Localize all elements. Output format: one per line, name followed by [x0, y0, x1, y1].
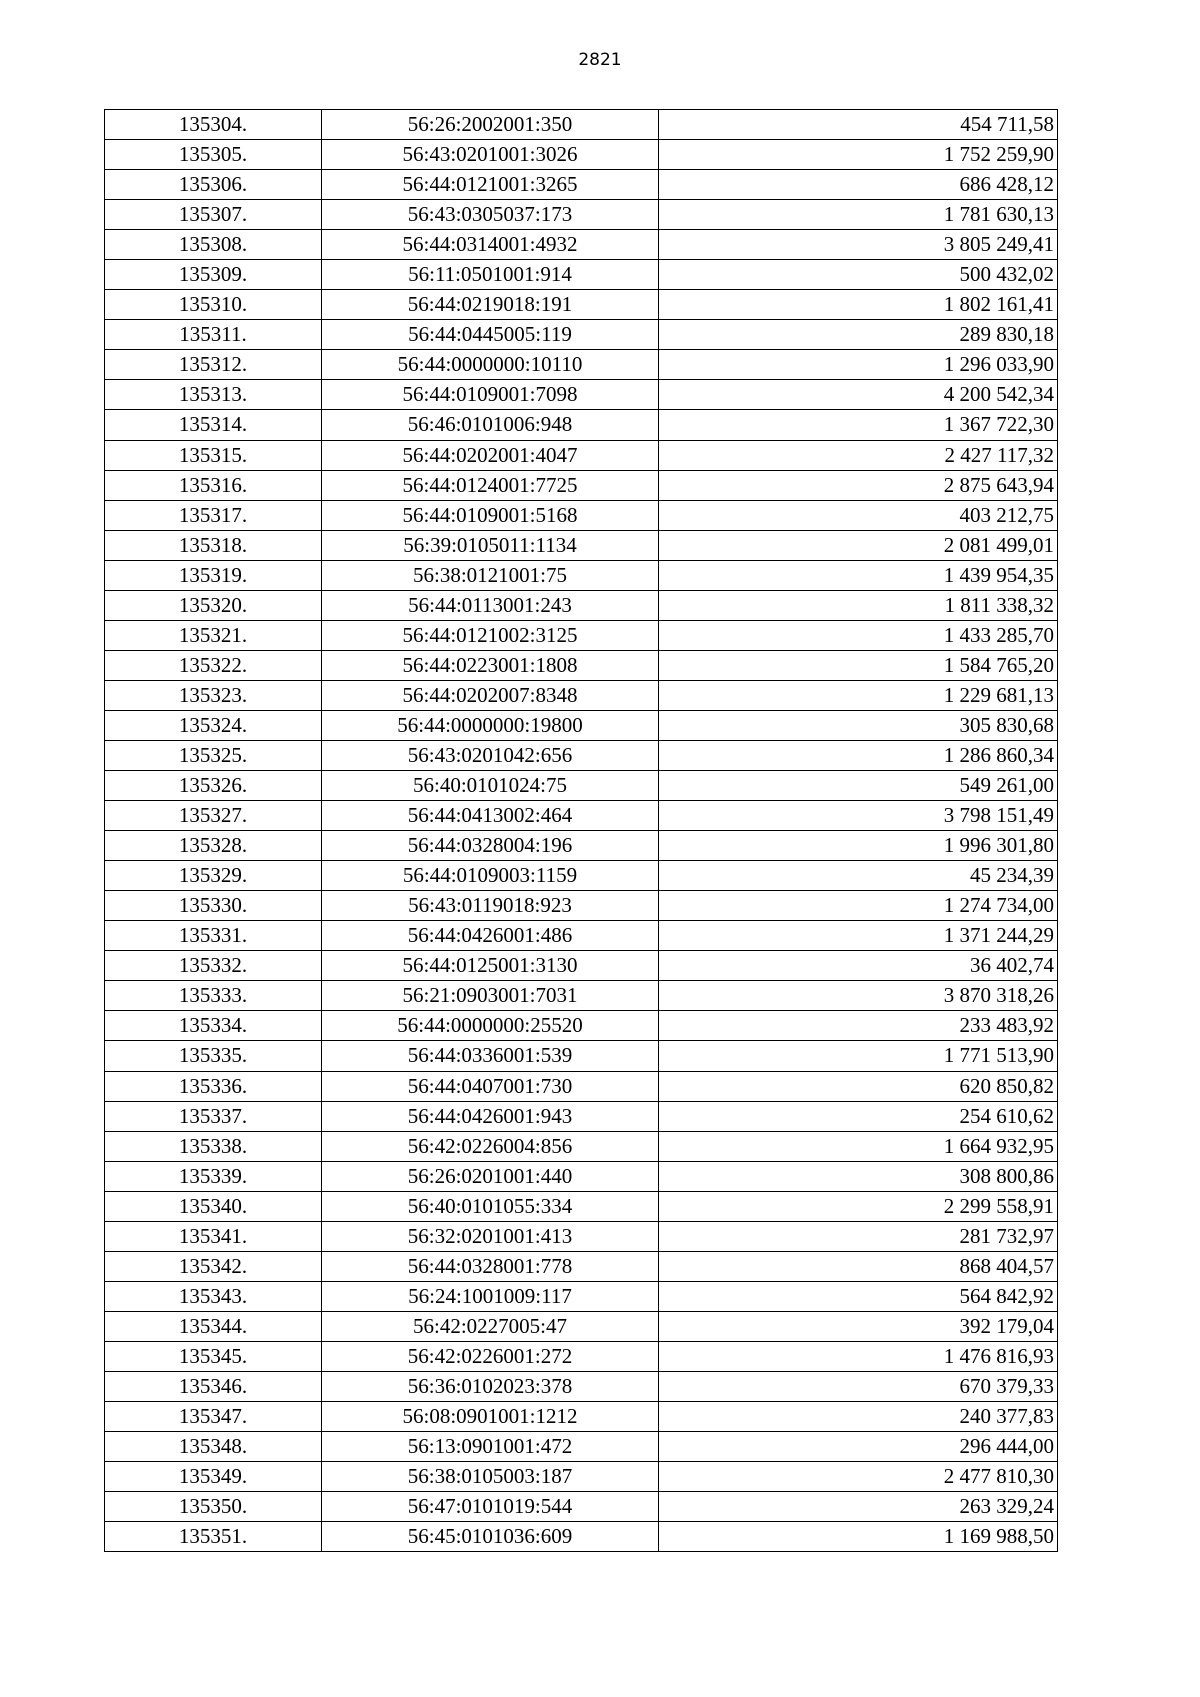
cadastral-number-cell: 56:26:0201001:440: [322, 1161, 659, 1191]
table-row: [105, 230, 1058, 260]
cadastral-number-cell: 56:44:0113001:243: [322, 590, 659, 620]
cadastral-number-cell: 56:44:0223001:1808: [322, 650, 659, 680]
cadastral-number-cell: 56:44:0109001:7098: [322, 380, 659, 410]
table-row: [105, 410, 1058, 440]
cadastral-number-cell: 56:24:1001009:117: [322, 1281, 659, 1311]
cadastral-value-cell: 1 476 816,93: [659, 1341, 1058, 1371]
cadastral-value-table: [104, 109, 1058, 1552]
cadastral-value-cell: 454 711,58: [659, 110, 1058, 140]
cadastral-value-cell: 263 329,24: [659, 1492, 1058, 1522]
row-number-cell: 135304.: [105, 110, 322, 140]
table-row: [105, 1251, 1058, 1281]
cadastral-value-cell: 1 752 259,90: [659, 140, 1058, 170]
cadastral-value-cell: 620 850,82: [659, 1071, 1058, 1101]
cadastral-value-cell: 289 830,18: [659, 320, 1058, 350]
cadastral-value-cell: 45 234,39: [659, 861, 1058, 891]
table-row: [105, 590, 1058, 620]
cadastral-value-cell: 1 996 301,80: [659, 831, 1058, 861]
cadastral-number-cell: 56:44:0219018:191: [322, 290, 659, 320]
page-number: 2821: [578, 50, 622, 70]
cadastral-number-cell: 56:44:0121001:3265: [322, 170, 659, 200]
table-row: [105, 170, 1058, 200]
table-row: [105, 951, 1058, 981]
cadastral-number-cell: 56:47:0101019:544: [322, 1492, 659, 1522]
cadastral-value-cell: 670 379,33: [659, 1371, 1058, 1401]
table-row: [105, 801, 1058, 831]
table-row: [105, 1492, 1058, 1522]
row-number-cell: 135333.: [105, 981, 322, 1011]
row-number-cell: 135342.: [105, 1251, 322, 1281]
row-number-cell: 135350.: [105, 1492, 322, 1522]
cadastral-value-cell: 36 402,74: [659, 951, 1058, 981]
row-number-cell: 135343.: [105, 1281, 322, 1311]
row-number-cell: 135329.: [105, 861, 322, 891]
table-row: [105, 1281, 1058, 1311]
row-number-cell: 135332.: [105, 951, 322, 981]
cadastral-value-cell: 1 286 860,34: [659, 740, 1058, 770]
table-row: [105, 380, 1058, 410]
row-number-cell: 135347.: [105, 1402, 322, 1432]
cadastral-number-cell: 56:44:0328001:778: [322, 1251, 659, 1281]
cadastral-value-cell: 1 771 513,90: [659, 1041, 1058, 1071]
cadastral-value-cell: 1 433 285,70: [659, 620, 1058, 650]
cadastral-value-cell: 1 367 722,30: [659, 410, 1058, 440]
table-row: [105, 981, 1058, 1011]
cadastral-number-cell: 56:43:0119018:923: [322, 891, 659, 921]
row-number-cell: 135307.: [105, 200, 322, 230]
row-number-cell: 135308.: [105, 230, 322, 260]
cadastral-number-cell: 56:38:0121001:75: [322, 560, 659, 590]
cadastral-number-cell: 56:44:0121002:3125: [322, 620, 659, 650]
cadastral-value-cell: 3 870 318,26: [659, 981, 1058, 1011]
row-number-cell: 135336.: [105, 1071, 322, 1101]
table-row: [105, 530, 1058, 560]
cadastral-number-cell: 56:13:0901001:472: [322, 1432, 659, 1462]
table-row: [105, 831, 1058, 861]
cadastral-number-cell: 56:45:0101036:609: [322, 1522, 659, 1552]
table-row: [105, 1402, 1058, 1432]
table-row: [105, 1221, 1058, 1251]
table-row: [105, 470, 1058, 500]
row-number-cell: 135313.: [105, 380, 322, 410]
table-row: [105, 500, 1058, 530]
cadastral-number-cell: 56:36:0102023:378: [322, 1371, 659, 1401]
cadastral-number-cell: 56:40:0101024:75: [322, 771, 659, 801]
table-row: [105, 290, 1058, 320]
cadastral-value-cell: 305 830,68: [659, 710, 1058, 740]
row-number-cell: 135331.: [105, 921, 322, 951]
row-number-cell: 135310.: [105, 290, 322, 320]
row-number-cell: 135317.: [105, 500, 322, 530]
cadastral-value-cell: 2 081 499,01: [659, 530, 1058, 560]
cadastral-number-cell: 56:44:0413002:464: [322, 801, 659, 831]
table-row: [105, 740, 1058, 770]
cadastral-number-cell: 56:44:0109003:1159: [322, 861, 659, 891]
table-row: [105, 861, 1058, 891]
table-row: [105, 1011, 1058, 1041]
cadastral-number-cell: 56:43:0305037:173: [322, 200, 659, 230]
row-number-cell: 135334.: [105, 1011, 322, 1041]
cadastral-number-cell: 56:38:0105003:187: [322, 1462, 659, 1492]
row-number-cell: 135306.: [105, 170, 322, 200]
cadastral-number-cell: 56:43:0201001:3026: [322, 140, 659, 170]
cadastral-number-cell: 56:44:0000000:25520: [322, 1011, 659, 1041]
row-number-cell: 135346.: [105, 1371, 322, 1401]
cadastral-value-cell: 233 483,92: [659, 1011, 1058, 1041]
table-row: [105, 200, 1058, 230]
row-number-cell: 135311.: [105, 320, 322, 350]
table-row: [105, 1341, 1058, 1371]
table-row: [105, 560, 1058, 590]
cadastral-value-cell: 549 261,00: [659, 771, 1058, 801]
row-number-cell: 135312.: [105, 350, 322, 380]
cadastral-number-cell: 56:44:0407001:730: [322, 1071, 659, 1101]
cadastral-value-cell: 1 802 161,41: [659, 290, 1058, 320]
cadastral-value-cell: 564 842,92: [659, 1281, 1058, 1311]
table-row: [105, 140, 1058, 170]
row-number-cell: 135348.: [105, 1432, 322, 1462]
table-row: [105, 1311, 1058, 1341]
cadastral-number-cell: 56:44:0336001:539: [322, 1041, 659, 1071]
cadastral-number-cell: 56:44:0328004:196: [322, 831, 659, 861]
cadastral-value-cell: 686 428,12: [659, 170, 1058, 200]
row-number-cell: 135345.: [105, 1341, 322, 1371]
row-number-cell: 135330.: [105, 891, 322, 921]
cadastral-value-cell: 3 805 249,41: [659, 230, 1058, 260]
cadastral-number-cell: 56:43:0201042:656: [322, 740, 659, 770]
cadastral-number-cell: 56:42:0227005:47: [322, 1311, 659, 1341]
table-row: [105, 891, 1058, 921]
row-number-cell: 135341.: [105, 1221, 322, 1251]
row-number-cell: 135327.: [105, 801, 322, 831]
row-number-cell: 135335.: [105, 1041, 322, 1071]
cadastral-value-cell: 296 444,00: [659, 1432, 1058, 1462]
row-number-cell: 135324.: [105, 710, 322, 740]
cadastral-number-cell: 56:46:0101006:948: [322, 410, 659, 440]
cadastral-number-cell: 56:44:0000000:10110: [322, 350, 659, 380]
cadastral-number-cell: 56:44:0000000:19800: [322, 710, 659, 740]
cadastral-value-cell: 2 299 558,91: [659, 1191, 1058, 1221]
row-number-cell: 135320.: [105, 590, 322, 620]
table-row: [105, 1371, 1058, 1401]
cadastral-value-cell: 500 432,02: [659, 260, 1058, 290]
row-number-cell: 135305.: [105, 140, 322, 170]
table-row: [105, 771, 1058, 801]
table-row: [105, 620, 1058, 650]
cadastral-number-cell: 56:44:0445005:119: [322, 320, 659, 350]
cadastral-value-cell: 1 439 954,35: [659, 560, 1058, 590]
cadastral-number-cell: 56:44:0125001:3130: [322, 951, 659, 981]
row-number-cell: 135315.: [105, 440, 322, 470]
cadastral-value-cell: 281 732,97: [659, 1221, 1058, 1251]
cadastral-number-cell: 56:21:0903001:7031: [322, 981, 659, 1011]
cadastral-number-cell: 56:32:0201001:413: [322, 1221, 659, 1251]
row-number-cell: 135309.: [105, 260, 322, 290]
cadastral-value-cell: 1 584 765,20: [659, 650, 1058, 680]
cadastral-value-cell: 1 169 988,50: [659, 1522, 1058, 1552]
cadastral-value-cell: 240 377,83: [659, 1402, 1058, 1432]
table-row: [105, 1161, 1058, 1191]
row-number-cell: 135338.: [105, 1131, 322, 1161]
cadastral-value-cell: 308 800,86: [659, 1161, 1058, 1191]
cadastral-value-cell: 1 229 681,13: [659, 680, 1058, 710]
cadastral-number-cell: 56:44:0426001:943: [322, 1101, 659, 1131]
cadastral-number-cell: 56:44:0124001:7725: [322, 470, 659, 500]
row-number-cell: 135321.: [105, 620, 322, 650]
cadastral-value-cell: 1 274 734,00: [659, 891, 1058, 921]
cadastral-value-cell: 2 427 117,32: [659, 440, 1058, 470]
table-row: [105, 1041, 1058, 1071]
cadastral-value-cell: 2 875 643,94: [659, 470, 1058, 500]
table-row: [105, 350, 1058, 380]
cadastral-number-cell: 56:42:0226004:856: [322, 1131, 659, 1161]
row-number-cell: 135328.: [105, 831, 322, 861]
row-number-cell: 135340.: [105, 1191, 322, 1221]
table-row: [105, 710, 1058, 740]
row-number-cell: 135318.: [105, 530, 322, 560]
table-row: [105, 1522, 1058, 1552]
cadastral-number-cell: 56:42:0226001:272: [322, 1341, 659, 1371]
cadastral-value-cell: 403 212,75: [659, 500, 1058, 530]
cadastral-value-cell: 392 179,04: [659, 1311, 1058, 1341]
row-number-cell: 135326.: [105, 771, 322, 801]
table-row: [105, 1101, 1058, 1131]
table-row: [105, 680, 1058, 710]
table-row: [105, 1071, 1058, 1101]
cadastral-value-cell: 1 371 244,29: [659, 921, 1058, 951]
cadastral-value-cell: 1 296 033,90: [659, 350, 1058, 380]
cadastral-value-cell: 1 781 630,13: [659, 200, 1058, 230]
row-number-cell: 135337.: [105, 1101, 322, 1131]
row-number-cell: 135325.: [105, 740, 322, 770]
cadastral-value-cell: 4 200 542,34: [659, 380, 1058, 410]
cadastral-number-cell: 56:44:0426001:486: [322, 921, 659, 951]
cadastral-number-cell: 56:44:0314001:4932: [322, 230, 659, 260]
table-row: [105, 1462, 1058, 1492]
table-row: [105, 1191, 1058, 1221]
cadastral-value-cell: 3 798 151,49: [659, 801, 1058, 831]
cadastral-number-cell: 56:44:0202007:8348: [322, 680, 659, 710]
cadastral-number-cell: 56:44:0202001:4047: [322, 440, 659, 470]
table-row: [105, 1131, 1058, 1161]
row-number-cell: 135316.: [105, 470, 322, 500]
cadastral-value-cell: 1 811 338,32: [659, 590, 1058, 620]
cadastral-number-cell: 56:39:0105011:1134: [322, 530, 659, 560]
row-number-cell: 135339.: [105, 1161, 322, 1191]
table-row: [105, 260, 1058, 290]
row-number-cell: 135322.: [105, 650, 322, 680]
cadastral-number-cell: 56:40:0101055:334: [322, 1191, 659, 1221]
cadastral-value-cell: 1 664 932,95: [659, 1131, 1058, 1161]
table-row: [105, 110, 1058, 140]
table-row: [105, 921, 1058, 951]
table-row: [105, 320, 1058, 350]
table-row: [105, 650, 1058, 680]
cadastral-value-cell: 868 404,57: [659, 1251, 1058, 1281]
cadastral-number-cell: 56:11:0501001:914: [322, 260, 659, 290]
row-number-cell: 135319.: [105, 560, 322, 590]
cadastral-number-cell: 56:08:0901001:1212: [322, 1402, 659, 1432]
table-body: [105, 110, 1058, 1552]
cadastral-value-cell: 254 610,62: [659, 1101, 1058, 1131]
table-row: [105, 1432, 1058, 1462]
cadastral-value-cell: 2 477 810,30: [659, 1462, 1058, 1492]
row-number-cell: 135351.: [105, 1522, 322, 1552]
cadastral-number-cell: 56:26:2002001:350: [322, 110, 659, 140]
row-number-cell: 135349.: [105, 1462, 322, 1492]
row-number-cell: 135314.: [105, 410, 322, 440]
cadastral-number-cell: 56:44:0109001:5168: [322, 500, 659, 530]
table-row: [105, 440, 1058, 470]
row-number-cell: 135323.: [105, 680, 322, 710]
row-number-cell: 135344.: [105, 1311, 322, 1341]
